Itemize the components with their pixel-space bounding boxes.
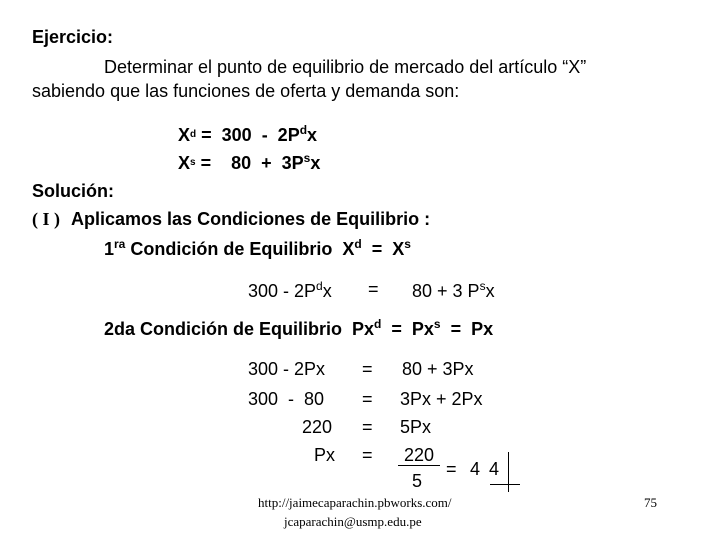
cond1-sup: ra <box>114 237 126 251</box>
condition-1-equation-left <box>248 280 332 300</box>
step-1 <box>32 210 430 228</box>
result-value: 4 4 <box>470 459 502 479</box>
work-row-2-equals: = <box>362 389 373 409</box>
cond2-rhs: = Px <box>440 319 494 339</box>
supply-var: X <box>178 153 191 173</box>
eq1-right-sub: x <box>485 281 495 301</box>
cond1-num: 1 <box>104 239 115 259</box>
supply-rhs-sub: x <box>310 153 321 173</box>
cond1-rhs: = X <box>361 239 405 259</box>
footer-url: http://jaimecaparachin.pbworks.com/ <box>258 495 452 510</box>
solution-heading: Solución: <box>32 181 114 201</box>
work-row-1-left: 300 - 2Px <box>248 359 326 379</box>
statement-line-1: Determinar el punto de equilibrio de mercado del artículo “X” <box>104 57 587 77</box>
division-bracket-vertical <box>508 452 509 492</box>
work-row-2-right: 3Px + 2Px <box>400 389 483 409</box>
first-equilibrium-condition <box>104 238 411 258</box>
step-1-marker: ( I ) <box>32 209 60 229</box>
footer-email: jcaparachin@usmp.edu.pe <box>284 514 422 529</box>
work-row-4-left: Px <box>314 445 336 465</box>
eq1-left-sup: d <box>316 279 323 293</box>
work-row-2-left: 300 - 80 <box>248 389 325 409</box>
statement-line-2: sabiendo que las funciones de oferta y demanda son: <box>32 81 460 101</box>
work-row-1-right: 80 + 3Px <box>402 359 474 379</box>
supply-sup: s <box>190 157 196 168</box>
fraction-numerator: 220 <box>404 445 435 465</box>
cond1-text: Condición de Equilibrio X <box>125 239 355 259</box>
division-bracket-horizontal <box>490 484 520 485</box>
exercise-heading: Ejercicio: <box>32 27 114 47</box>
supply-rhs: = 80 + 3P <box>200 153 304 173</box>
demand-rhs: = 300 - 2P <box>201 125 300 145</box>
page-number: 75 <box>644 495 657 510</box>
cond2-sup2: s <box>433 317 441 331</box>
eq1-right: 80 + 3 P <box>412 281 480 301</box>
eq1-left-sub: x <box>322 281 332 301</box>
demand-rhs-sup: d <box>299 123 308 137</box>
work-row-3-right: 5Px <box>400 417 432 437</box>
eq1-right-sup: s <box>479 279 486 293</box>
fraction-bar <box>398 465 440 466</box>
cond1-sup3: s <box>404 237 411 251</box>
work-row-1-equals: = <box>362 359 373 379</box>
demand-var: X <box>178 125 191 145</box>
demand-equation <box>178 124 317 144</box>
work-row-3-left: 220 <box>302 417 333 437</box>
demand-sup: d <box>190 129 197 140</box>
eq1-left: 300 - 2P <box>248 281 317 301</box>
fraction-denominator: 5 <box>412 471 423 491</box>
cond2-text: 2da Condición de Equilibrio Px <box>104 319 375 339</box>
step-1-text: Aplicamos las Condiciones de Equilibrio : <box>71 209 431 229</box>
cond2-sup: d <box>374 317 382 331</box>
result-equals: = <box>446 459 457 479</box>
condition-1-equals: = <box>368 279 379 299</box>
work-row-3-equals: = <box>362 417 373 437</box>
condition-1-equation-right <box>412 280 495 300</box>
supply-equation <box>178 152 320 172</box>
work-row-4-equals: = <box>362 445 373 465</box>
demand-rhs-sub: x <box>307 125 318 145</box>
cond2-mid: = Px <box>381 319 434 339</box>
second-equilibrium-condition <box>104 318 493 338</box>
supply-rhs-sup: s <box>303 151 311 165</box>
cond1-sup2: d <box>354 237 362 251</box>
